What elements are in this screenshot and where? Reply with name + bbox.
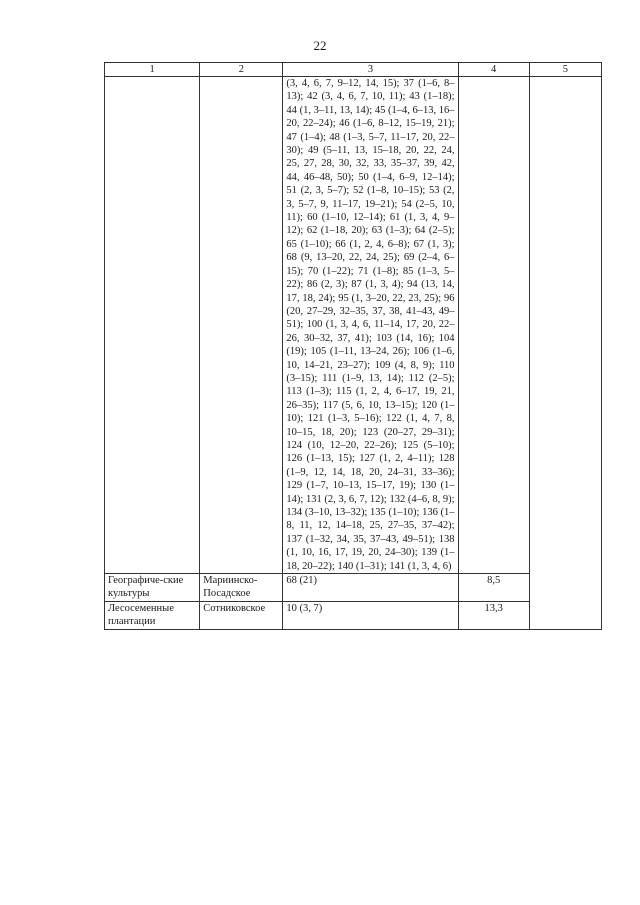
column-header-2: 2	[200, 63, 283, 77]
cell-forestry: Сотниковское	[200, 601, 283, 629]
cell-quarters: (3, 4, 6, 7, 9–12, 14, 15); 37 (1–6, 8–13); 42 (3, 4, 6, 7, 10, 11); 43 (1–18); 44 (1, 3–11, 13, 14); 45 (1–4, 6–13, 16–20, 22–24); 46 (1–6, 8–12, 15–19, 21); 47 (1–4); 48 (1–3, 5–7, 11–17, 20, 22–30); 49 (5–11, 13, 15–18, 20, 22, 24, 25, 27, 28, 30, 32, 33, 35–37, 39, 42, 44, 46–48, 50); 50 (1–4, 6–9, 12–14); 51 (2, 3, 5–7); 52 (1–8, 10–15); 53 (2, 3, 5–7, 9, 11–17, 19–21); 54 (2–5, 10, 11); 60 (1–10, 12–14); 61 (1, 3, 4, 9–12); 62 (1–18, 20); 63 (1–3); 64 (2–5); 65 (1–10); 66 (1, 2, 4, 6–8); 67 (1, 3); 68 (9, 13–20, 22, 24, 25); 69 (2–4, 6–15); 70 (1–22); 71 (1–8); 85 (1–3, 5–22); 86 (2, 3); 87 (1, 3, 4); 94 (13, 14, 17, 18, 24); 95 (1, 3–20, 22, 23, 25); 96 (20, 27–29, 32–35, 37, 38, 41–43, 49–51); 100 (1, 3, 4, 6, 11–14, 17, 20, 22–26, 30–32, 37, 41); 103 (14, 16); 104 (19); 105 (1–11, 13–24, 26); 106 (1–6, 10, 14–21, 23–27); 109 (4, 8, 9); 110 (3–15); 111 (1–9, 13, 14); 112 (2–5); 113 (1–3); 115 (1, 2, 4, 6–17, 19, 21, 26–35); 117 (5, 6, 10, 13–15); 120 (1–10); 121 (1–3, 5–16); 122 (1, 4, 7, 8, 10–15, 18, 20); 123 (20–27, 29–31); 124 (10, 12–20, 22–26); 125 (5–10); 126 (1–13, 15); 127 (1, 2, 4–11); 128 (1–9, 12, 14, 18, 20, 24–31, 33–36); 129 (1–7, 10–13, 15–17, 19); 130 (1–14); 131 (2, 3, 6, 7, 12); 132 (4–6, 8, 9); 134 (3–10, 13–32); 135 (1–10); 136 (1–8, 11, 12, 14–18, 25, 27–35, 37–42); 137 (1–32, 34, 35, 37–43, 49–51); 138 (1, 10, 16, 17, 19, 20, 24–30); 139 (1–18, 20–22); 140 (1–31); 141 (1, 3, 4, 6)	[283, 77, 458, 574]
zones-table	[104, 62, 602, 630]
column-header-4: 4	[458, 63, 529, 77]
table-row	[105, 601, 602, 629]
cell-quarters: 10 (3, 7)	[283, 601, 458, 629]
cell-type: Лесосеменные плантации	[105, 601, 200, 629]
page-number: 22	[313, 38, 327, 53]
cell-forestry: Мариинско-Посадское	[200, 574, 283, 602]
table-row	[105, 574, 602, 602]
cell-column-5	[529, 77, 601, 630]
cell-type: Географиче-ские культуры	[105, 574, 200, 602]
table-header-row	[105, 63, 602, 77]
column-header-5: 5	[529, 63, 601, 77]
cell-type	[105, 77, 200, 574]
column-header-1: 1	[105, 63, 200, 77]
cell-area	[458, 77, 529, 574]
column-header-3: 3	[283, 63, 458, 77]
cell-quarters: 68 (21)	[283, 574, 458, 602]
cell-forestry	[200, 77, 283, 574]
cell-area: 13,3	[458, 601, 529, 629]
cell-area: 8,5	[458, 574, 529, 602]
table-row	[105, 77, 602, 574]
